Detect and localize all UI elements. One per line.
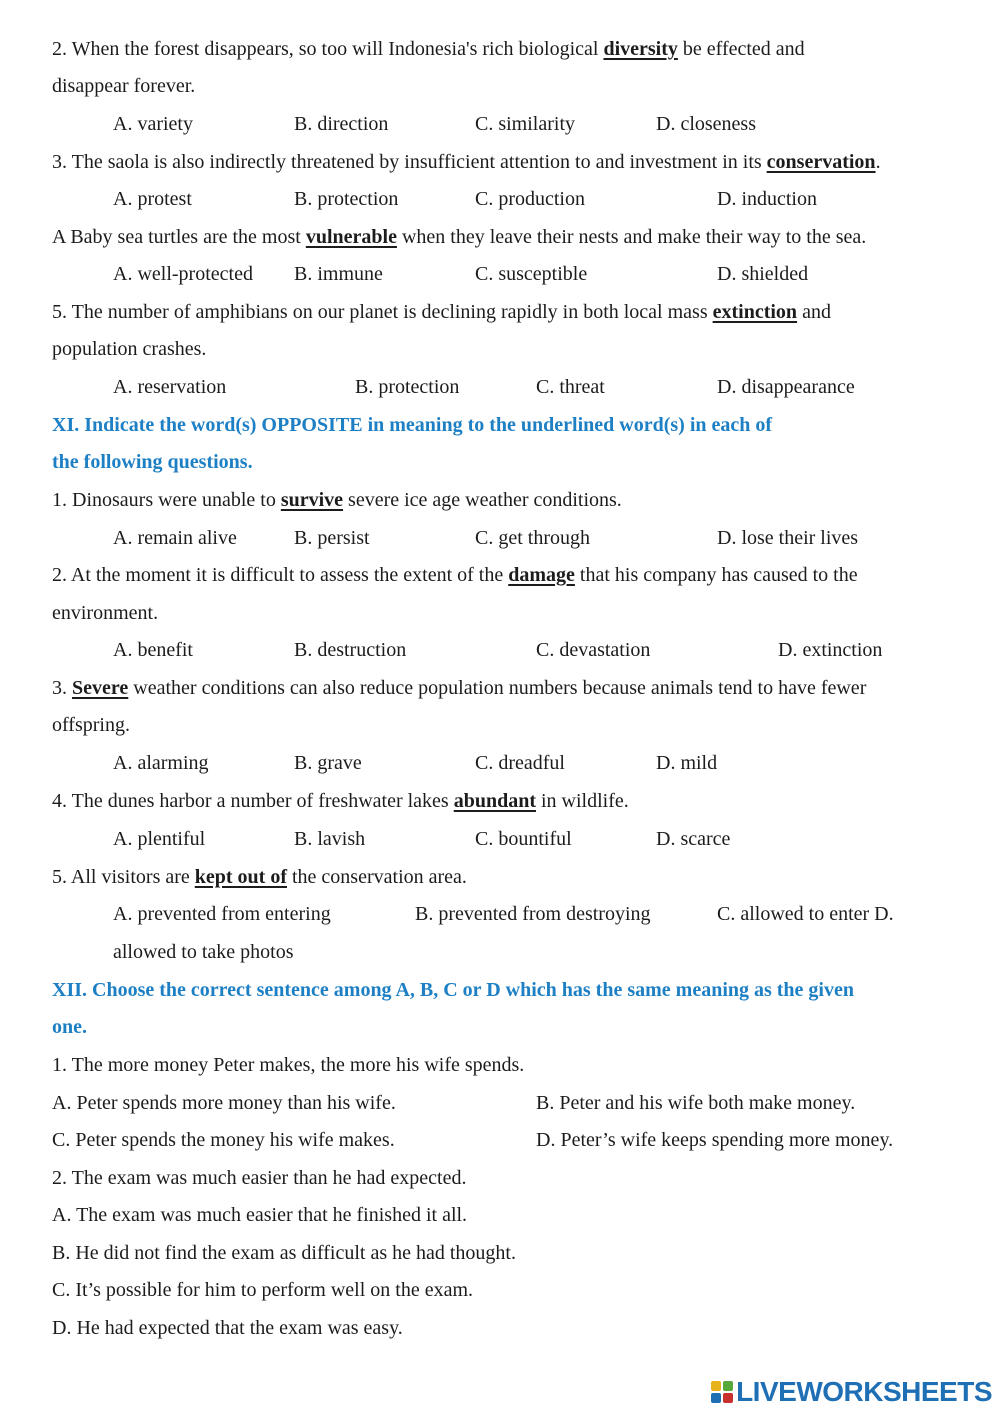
option-d[interactable]: D. Peter’s wife keeps spending more money.: [536, 1129, 894, 1151]
option-b[interactable]: B. persist: [294, 527, 370, 549]
option-a[interactable]: A. well-protected: [113, 263, 253, 285]
option-c[interactable]: C. similarity: [475, 113, 575, 135]
question-xi2-stem: 2. At the moment it is difficult to assess the extent of the damage that his company has caused to the: [52, 564, 858, 586]
option-c[interactable]: C. production: [475, 188, 585, 210]
option-a[interactable]: A. variety: [113, 113, 193, 135]
option-d[interactable]: D. shielded: [717, 263, 809, 285]
question-x2-stem: 2. When the forest disappears, so too will Indonesia's rich biological diversity be effected and: [52, 38, 805, 60]
logo-square-4: [723, 1393, 733, 1403]
section-xi-heading-cont: the following questions.: [52, 451, 253, 473]
question-xi3-stem-cont: offspring.: [52, 714, 130, 736]
question-x2-stem-cont: disappear forever.: [52, 75, 196, 97]
underlined-word: vulnerable: [305, 226, 397, 248]
option-b[interactable]: B. protection: [294, 188, 399, 210]
section-xii-heading: XII. Choose the correct sentence among A, B, C or D which has the same meaning as the given: [52, 979, 854, 1001]
logo-square-3: [711, 1393, 721, 1403]
option-a[interactable]: A. reservation: [113, 376, 227, 398]
question-xii1-stem: 1. The more money Peter makes, the more his wife spends.: [52, 1054, 525, 1076]
option-a[interactable]: A. Peter spends more money than his wife.: [52, 1092, 396, 1114]
underlined-word: abundant: [453, 790, 536, 812]
logo-icon: [711, 1381, 733, 1403]
option-a[interactable]: A. plentiful: [113, 828, 206, 850]
underlined-word: diversity: [603, 38, 678, 60]
logo-text: LIVEWORKSHEETS: [736, 1376, 992, 1407]
option-d[interactable]: D. induction: [717, 188, 817, 210]
option-d[interactable]: D. disappearance: [717, 376, 855, 398]
liveworksheets-logo: [711, 1375, 992, 1409]
question-xii2-stem: 2. The exam was much easier than he had expected.: [52, 1167, 467, 1189]
option-a[interactable]: A. alarming: [113, 752, 209, 774]
question-xi2-stem-cont: environment.: [52, 602, 159, 624]
option-c[interactable]: C. Peter spends the money his wife makes.: [52, 1129, 395, 1151]
option-b[interactable]: B. protection: [355, 376, 460, 398]
option-c[interactable]: C. susceptible: [475, 263, 588, 285]
question-xi3-stem: 3. Severe weather conditions can also reduce population numbers because animals tend to have fewer: [52, 677, 867, 699]
underlined-word: Severe: [72, 677, 129, 699]
option-d[interactable]: D. extinction: [778, 639, 883, 661]
option-a[interactable]: A. protest: [113, 188, 192, 210]
option-c[interactable]: C. devastation: [536, 639, 651, 661]
logo-square-2: [723, 1381, 733, 1391]
option-c[interactable]: C. dreadful: [475, 752, 565, 774]
option-c[interactable]: C. It’s possible for him to perform well on the exam.: [52, 1279, 474, 1301]
underlined-word: conservation: [766, 151, 876, 173]
option-d[interactable]: D. He had expected that the exam was easy.: [52, 1317, 403, 1339]
option-d[interactable]: D. scarce: [656, 828, 731, 850]
question-x5-stem-cont: population crashes.: [52, 338, 207, 360]
option-b[interactable]: B. lavish: [294, 828, 366, 850]
question-xi1-stem: 1. Dinosaurs were unable to survive severe ice age weather conditions.: [52, 489, 622, 511]
option-b[interactable]: B. destruction: [294, 639, 407, 661]
option-c[interactable]: C. bountiful: [475, 828, 572, 850]
option-d[interactable]: allowed to take photos: [113, 941, 294, 963]
option-d[interactable]: D. closeness: [656, 113, 756, 135]
option-b[interactable]: B. grave: [294, 752, 362, 774]
option-a[interactable]: A. benefit: [113, 639, 193, 661]
option-c[interactable]: C. threat: [536, 376, 605, 398]
option-d[interactable]: D. mild: [656, 752, 718, 774]
question-xi5-stem: 5. All visitors are kept out of the conservation area.: [52, 866, 467, 888]
underlined-word: extinction: [712, 301, 798, 323]
question-x5-stem: 5. The number of amphibians on our planet is declining rapidly in both local mass extinction and: [52, 301, 831, 323]
section-xi-heading: XI. Indicate the word(s) OPPOSITE in meaning to the underlined word(s) in each of: [52, 414, 773, 436]
option-c[interactable]: C. get through: [475, 527, 590, 549]
underlined-word: kept out of: [194, 866, 287, 888]
underlined-word: survive: [280, 489, 344, 511]
option-b[interactable]: B. He did not find the exam as difficult as he had thought.: [52, 1242, 516, 1264]
question-x3-stem: 3. The saola is also indirectly threatened by insufficient attention to and investment in its conservation.: [52, 151, 881, 173]
question-xi4-stem: 4. The dunes harbor a number of freshwater lakes abundant in wildlife.: [52, 790, 629, 812]
section-xii-heading-cont: one.: [52, 1016, 87, 1038]
option-b[interactable]: B. prevented from destroying: [415, 903, 651, 925]
option-a[interactable]: A. The exam was much easier that he finished it all.: [52, 1204, 468, 1226]
option-c[interactable]: C. allowed to enter D.: [717, 903, 894, 925]
option-b[interactable]: B. immune: [294, 263, 383, 285]
option-a[interactable]: A. prevented from entering: [113, 903, 331, 925]
underlined-word: damage: [508, 564, 575, 586]
question-x4-stem: A Baby sea turtles are the most vulnerable when they leave their nests and make their way to the sea.: [52, 226, 867, 248]
option-b[interactable]: B. Peter and his wife both make money.: [536, 1092, 856, 1114]
option-d[interactable]: D. lose their lives: [717, 527, 859, 549]
option-b[interactable]: B. direction: [294, 113, 389, 135]
option-a[interactable]: A. remain alive: [113, 527, 237, 549]
logo-square-1: [711, 1381, 721, 1391]
